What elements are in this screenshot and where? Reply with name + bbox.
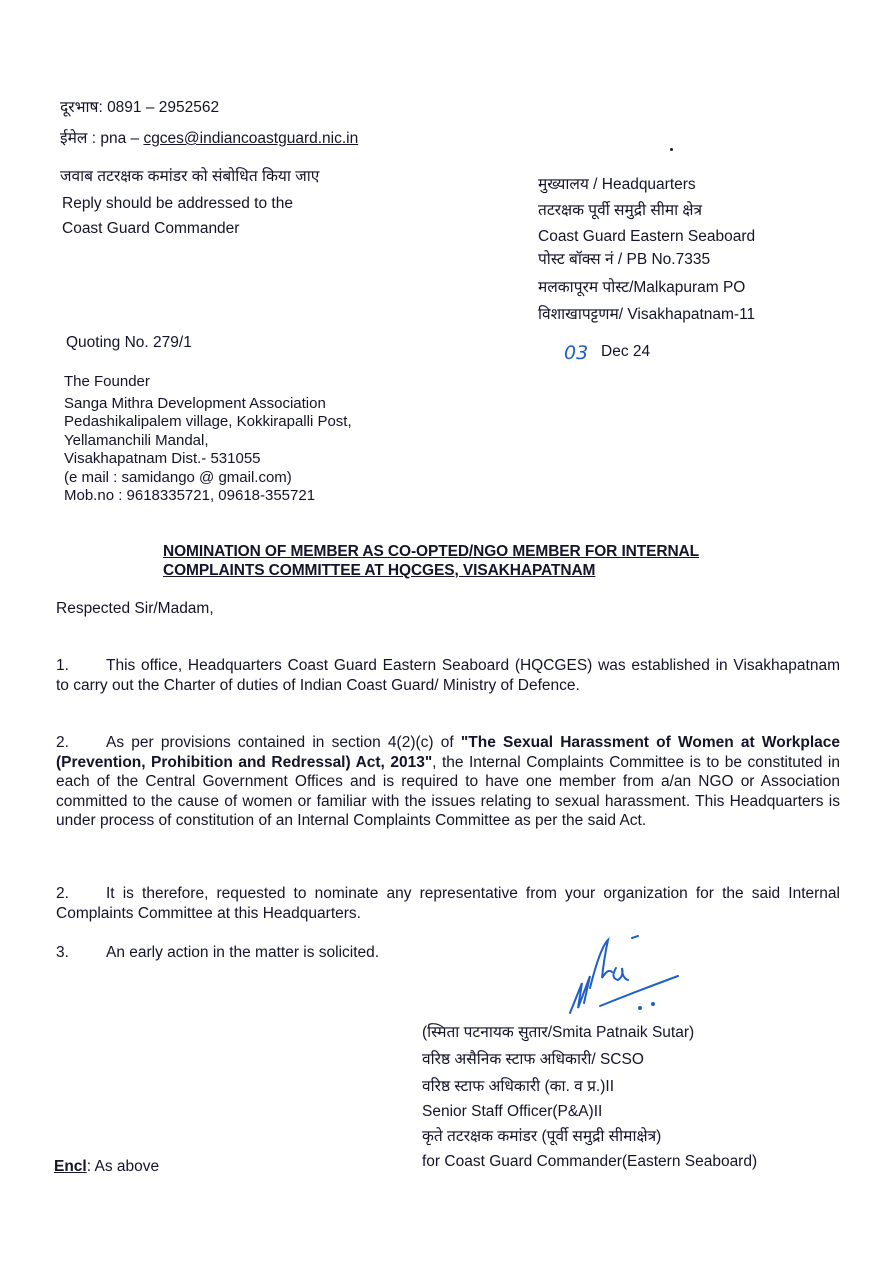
addressee-block — [64, 373, 352, 506]
reply-line-2: Coast Guard Commander — [62, 220, 240, 237]
hq-line-2: तटरक्षक पूर्वी समुद्री सीमा क्षेत्र — [538, 202, 703, 219]
reply-hindi: जवाब तटरक्षक कमांडर को संबोधित किया जाए — [60, 168, 320, 185]
paragraph-4 — [56, 940, 379, 965]
signature-stroke — [613, 968, 628, 980]
paragraph-3 — [56, 884, 840, 923]
email-label: ईमेल : — [60, 130, 97, 147]
phone-line — [60, 95, 219, 120]
email-prefix: pna – — [100, 130, 140, 147]
enclosure-line — [54, 1154, 159, 1179]
addressee-line: The Founder — [64, 373, 150, 390]
enclosure-text: : As above — [86, 1158, 160, 1175]
signature-stroke — [632, 936, 638, 938]
hq-line-1: मुख्यालय / Headquarters — [538, 176, 696, 193]
signature-block — [422, 1020, 757, 1174]
signature-dot — [639, 1007, 641, 1009]
paragraph-text-post: , the Internal Complaints Committee is to be constituted in each of the Central Government Offices and is required to have one member from a/an NGO or Association committed to the cause of women or familiar with the issues relating to sexual harassment. This Headquarters is under process of constitution of an Internal Complaints Committee as per the said Act. — [56, 753, 840, 829]
paragraph-number: 2. — [56, 885, 69, 902]
signature-strokes — [570, 936, 678, 1013]
addressee-line: Yellamanchili Mandal, — [64, 431, 209, 449]
hq-line-5: मलकापूरम पोस्ट/Malkapuram PO — [538, 279, 746, 296]
email-link[interactable]: cgces@indiancoastguard.nic.in — [143, 130, 359, 147]
signatory-on-behalf-hindi: कृते तटरक्षक कमांडर (पूर्वी समुद्री सीमाक्षेत्र) — [422, 1128, 662, 1145]
signature-scrawl — [560, 928, 690, 1018]
paragraph-number: 1. — [56, 657, 69, 674]
signatory-designation-hindi: वरिष्ठ असैनिक स्टाफ अधिकारी/ SCSO — [422, 1051, 644, 1068]
stray-dot — [670, 148, 673, 151]
paragraph-number: 2. — [56, 734, 69, 751]
paragraph-number: 3. — [56, 944, 69, 961]
subject-line-1: NOMINATION OF MEMBER AS CO-OPTED/NGO MEMBER FOR INTERNAL — [163, 543, 700, 560]
hq-line-6: विशाखापट्टणम/ Visakhapatnam-11 — [538, 306, 756, 323]
date-day-handwritten: 03 — [564, 342, 589, 364]
hq-line-3: Coast Guard Eastern Seaboard — [538, 228, 756, 245]
signatory-name: (स्मिता पटनायक सुतार/Smita Patnaik Sutar) — [422, 1024, 695, 1041]
reply-line-1: Reply should be addressed to the — [62, 195, 293, 212]
addressee-line: Pedashikalipalem village, Kokkirapalli Post, — [64, 413, 352, 430]
phone-number: 0891 – 2952562 — [107, 99, 220, 116]
signature-stroke — [570, 976, 590, 1013]
addressee-line: Mob.no : 9618335721, 09618-355721 — [64, 487, 316, 504]
paragraph-2 — [56, 733, 840, 831]
date-month-year: Dec 24 — [601, 343, 651, 360]
paragraph-text-pre: As per provisions contained in section 4(2)(c) of — [106, 734, 461, 751]
salutation: Respected Sir/Madam, — [56, 600, 214, 617]
signatory-on-behalf-english: for Coast Guard Commander(Eastern Seaboard) — [422, 1153, 758, 1170]
addressee-line: (e mail : samidango @ gmail.com) — [64, 468, 292, 486]
act-title: "The Sexual Harassment of Women at Workplace (Prevention, Prohibition and Redressal) Act, 2013" — [56, 734, 841, 771]
enclosure-label: Encl — [54, 1158, 87, 1175]
email-line — [60, 126, 358, 151]
hq-line-4: पोस्ट बॉक्स नं / PB No.7335 — [538, 251, 711, 268]
signatory-designation-english: Senior Staff Officer(P&A)II — [422, 1103, 603, 1120]
subject-line-2: COMPLAINTS COMMITTEE AT HQCGES, VISAKHAPATNAM — [163, 562, 596, 579]
signature-dot — [652, 1003, 654, 1005]
paragraph-1 — [56, 656, 840, 695]
phone-label: दूरभाष: — [60, 99, 103, 116]
addressee-line: Sanga Mithra Development Association — [64, 394, 326, 412]
signatory-designation-2-hindi: वरिष्ठ स्टाफ अधिकारी (का. व प्र.)II — [422, 1078, 615, 1095]
paragraph-text: An early action in the matter is solicited. — [106, 944, 380, 961]
paragraph-text: This office, Headquarters Coast Guard Eastern Seaboard (HQCGES) was established in Visakhapatnam to carry out the Charter of duties of Indian Coast Guard/ Ministry of Defence. — [56, 657, 840, 694]
addressee-line: Visakhapatnam Dist.- 531055 — [64, 450, 261, 467]
quoting-number: Quoting No. 279/1 — [66, 334, 192, 351]
signature-stroke — [590, 940, 612, 988]
signature-stroke — [600, 976, 678, 1006]
paragraph-text: It is therefore, requested to nominate any representative from your organization for the said Internal Complaints Committee at this Headquarters. — [56, 885, 840, 922]
